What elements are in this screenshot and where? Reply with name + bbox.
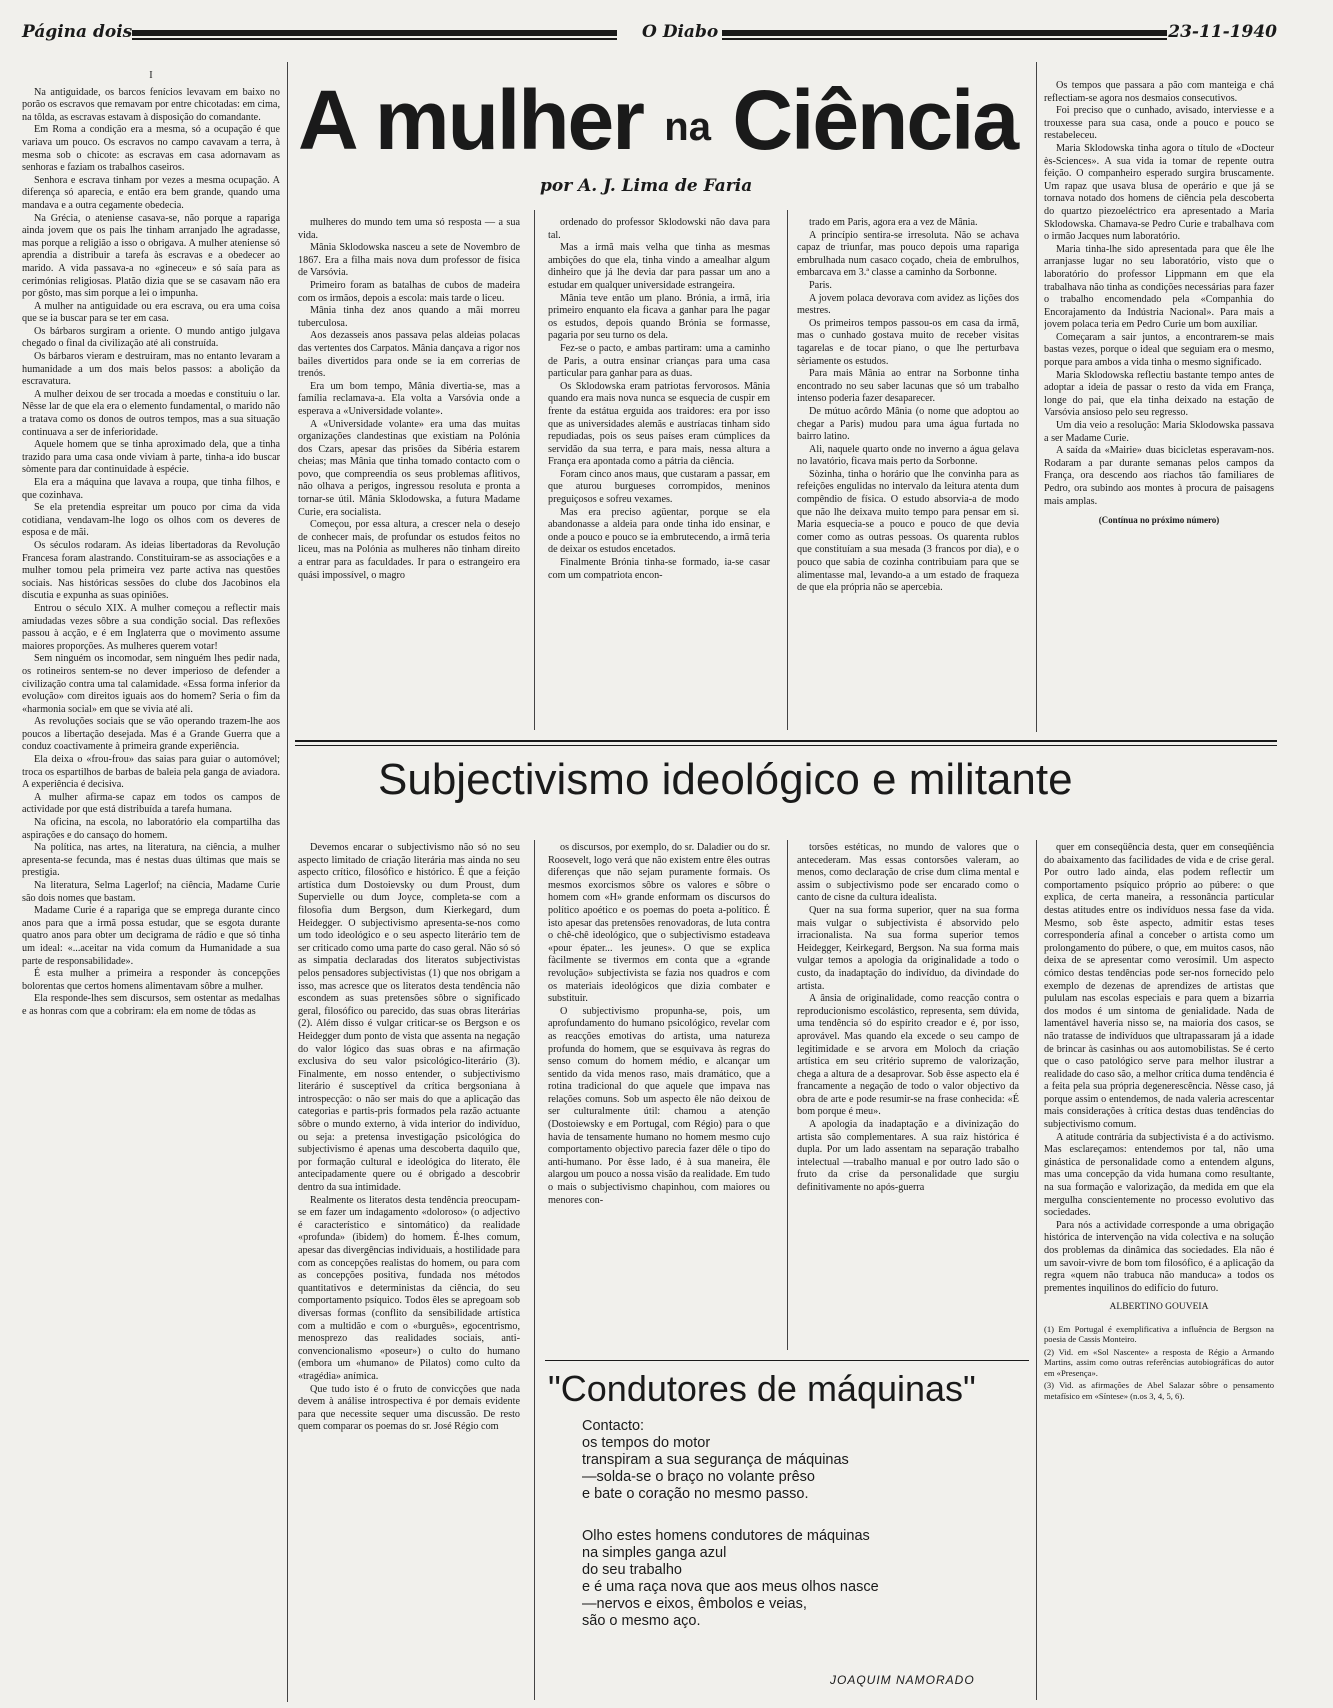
- paragraph: Senhora e escrava tinham por vezes a mesma ocupação. A diferença só aparecia, e então era bem grande, quando uma mandava e a outra cegamente obedecia.: [22, 174, 280, 211]
- paragraph: Era um bom tempo, Mânia divertia-se, mas a família reclamava-a. Ela volta a Varsóvia onde a esperava a «Universidade volante».: [298, 380, 520, 417]
- poem-line: —solda-se o braço no volante prêso: [582, 1469, 815, 1485]
- poem-rule: [545, 1360, 1029, 1361]
- poem-line: —nervos e eixos, êmbolos e veias,: [582, 1596, 807, 1612]
- paragraph: A princípio sentira-se irresoluta. Não se achava capaz de triunfar, mas pouco depois uma rapariga embrulhada num casaco coçado, cheia de embrulhos, embarcava em 3.ª classe a caminho da Sorbonne.: [797, 229, 1019, 279]
- masthead-rule-left: [132, 30, 617, 36]
- paragraph: Realmente os literatos desta tendência preocupam-se em fazer um indagamento «doloroso» (o adjectivo é característico e sintomático) da realidade «profunda» (ibidem) do homem. É-lhes comum, apesar das divergências individuais, a hostilidade para com as concepções realistas do homem, ou para com as concepções positiva, fundada nos métodos quantitativos e deterministas da ciência, do seu comportamento psíquico. Todos êles se apregoam sob diversas formas (conflito da sensibilidade artística com a multidão e com o «burguês», egocentrismo, menosprezo das realidades sociais, anti-convencionalismo «poseur») o culto do humano (embora um «humano» de Pilatos) como culto da «tragédia» anímica.: [298, 1194, 520, 1382]
- paragraph: Mânia Sklodowska nasceu a sete de Novembro de 1867. Era a filha mais nova dum professor de física de Varsóvia.: [298, 242, 520, 279]
- paragraph: Ela responde-lhes sem discursos, sem ostentar as medalhas e as honras com que a cobriram: ela em nome de tôdas as: [22, 993, 280, 1017]
- poem-stanza-2: [582, 1528, 879, 1630]
- paragraph: quer em conseqüência desta, quer em conseqüência do abaixamento das facilidades de vida e de crise geral. Por outro lado ainda, elas podem reflectir um comportamento psíquico próprio ao púbere: o que explica, de certa maneira, a ressonância particular destas atitudes entre os indivíduos nessa fase da vida. Mesmo, sob êste aspecto, admitir estas teses correspondería afinal a conceber o artista como um prolongamento do púbere, o que, em muitos casos, não deixa de se apresentar como verosímil. Um aspecto cómico destas tendências pode ser-nos fornecido pelo exemplo de dezenas de aprendizes de artistas que pululam nas escolas especiais e para quem a bizarria dos modos é um sintoma de genialidade. Nada de lamentável haveria nisso se, na maioria dos casos, se não tratasse de indivíduos que ultrapassaram já a idade de brincar às casinhas ou aos automobilistas. Se é certo que o caso patológico serve para melhor ilustrar a realidade do caso são, a melhor crítica duma tendência é a feita pela sua própria degenerescência. Nêsse caso, já porque assim o entendemos, de nada valeria acrescentar mais considerações à crítica destas duas tendências do subjectivismo comum.: [1044, 842, 1274, 1131]
- paragraph: Mânia tinha dez anos quando a mãi morreu tuberculosa.: [298, 305, 520, 329]
- column-divider: [1036, 62, 1037, 732]
- paragraph: A mulher afirma-se capaz em todos os campos de actividade por que está distribuída a tarefa humana.: [22, 791, 280, 816]
- column-divider: [787, 840, 788, 1350]
- continued-note: (Contínua no próximo número): [1098, 515, 1220, 526]
- paragraph: Ela era a máquina que lavava a roupa, que tinha filhos, e que cozinhava.: [22, 477, 280, 501]
- masthead-rule-right-thin: [722, 38, 1167, 40]
- poem-line: do seu trabalho: [582, 1562, 682, 1578]
- page-number: Página dois: [22, 22, 133, 42]
- article1-column-1: [22, 70, 280, 1700]
- paragraph: Madame Curie é a rapariga que se emprega durante cinco anos para que a irmã possa estudar, que se esgota durante quatro anos para obter um decigrama de rádio e que só tinha um ideal: «...aceitar na vida comum da Humanidade a sua parte de responsabilidade».: [22, 905, 280, 967]
- paragraph: Os primeiros tempos passou-os em casa da irmã, mas o cunhado gostava muito de receber visitas tagarelas e de tocar piano, o que lhe perturbava sèriamente os estudos.: [797, 317, 1019, 367]
- paragraph: Aos dezasseis anos passava pelas aldeias polacas das vertentes dos Carpatos. Mânia dançava a rigor nos bailes divertidos para onde se ia em correrias de trenós.: [298, 330, 520, 380]
- column-divider: [787, 210, 788, 730]
- paragraph: A «Universidade volante» era uma das muitas organizações clandestinas que existiam na Polónia dos Czars, apesar das prisões da Sibéria estarem cheias; mas Mânia que tinha tomado contacto com o povo, que compreendia os seus problemas aflitivos, não olhava a perigos, ingressou resoluta e pronta a tornar-se útil. Mânia Sklodowska, a futura Madame Curie, era socialista.: [298, 418, 520, 518]
- poem-stanza-1: [582, 1418, 849, 1503]
- column-divider: [534, 210, 535, 730]
- article1-column-5: [1044, 80, 1274, 732]
- footnote: (1) Em Portugal é exemplificativa a influência de Bergson na poesia de Cassis Monteiro.: [1044, 1323, 1274, 1345]
- paragraph: Foram cinco anos maus, que custaram a passar, em que aturou burgueses corrompidos, meninos preguiçosos e sofreu vexames.: [548, 468, 770, 506]
- article1-column-2: [298, 217, 520, 732]
- article2-column-1: [298, 842, 520, 1700]
- paragraph: mulheres do mundo tem uma só resposta — a sua vida.: [298, 217, 520, 241]
- poem-line: e bate o coração no mesmo passo.: [582, 1486, 809, 1502]
- masthead: [22, 22, 1277, 50]
- paragraph: Na antiguidade, os barcos fenícios levavam em baixo no porão os escravos que remavam por entre chicotadas: em cima, na tôlda, as escravas estavam à disposição do comandante.: [22, 86, 280, 123]
- paragraph: Primeiro foram as batalhas de cubos de madeira com os irmãos, depois a escola: mais tarde o liceu.: [298, 279, 520, 304]
- article1-byline: por A. J. Lima de Faria: [540, 176, 753, 196]
- paragraph: O subjectivismo propunha-se, pois, um aprofundamento do humano psicológico, revelar com as reacções emotivas do artista, uma natureza profunda do homem, que se esquivava às regras do senso comum do homem médio, e alcançar um sentido da vida menos raso, mais dramático, que a rotina tradicional do que aquele que impava nas relações comuns. Sob um aspecto êle não deixou de ser culturalmente útil: chamou a atenção (Dostoiewsky e em Portugal, com Régio) para o que havia de tensamente humano no homem mesmo cujo comportamento objectivo parecia fazer dêle o tipo do anti-humano. Por êsse lado, é à sua maneira, êle alargou um pouco a nossa visão da realidade. Em tudo o mais o subjectivismo chapinhou, com maiores ou menores con-: [548, 1005, 770, 1206]
- paragraph: A mulher na antiguidade ou era escrava, ou era uma coisa que se ia buscar para se ter em casa.: [22, 300, 280, 325]
- paragraph: Aquele homem que se tinha aproximado dela, que a tinha trazido para uma casa onde viviam à parte, tinha-a ido buscar sòmente para dar continuidade à espécie.: [22, 439, 280, 476]
- paragraph: os discursos, por exemplo, do sr. Daladier ou do sr. Roosevelt, logo verá que não existem entre êles outras diferenças que não sejam puramente formais. Os mesmos exorcismos sôbre os valores e sôbre o homem com «H» grande enformam os discursos do político apoético e os poemas do poeta a-político. É isto apesar das pretensões renovadoras, de luta contra o chê-chê ideológico, que o subjectivismo estadeava «pour épater... les jeunes». O que se explica fàcilmente se tivermos em conta que a «grande revolução» subjectivista se fazia nos quadros e com os materiais ideológicos que dizia combater e substituir.: [548, 842, 770, 1005]
- article1-column-3: [548, 217, 770, 732]
- title-part-1: A mulher: [298, 73, 643, 167]
- paragraph: Mas a irmã mais velha que tinha as mesmas ambições do que ela, tinha vindo a amealhar algum dinheiro que já lhe devia dar para passar um ano a estudar em qualquer universidade estrangeira.: [548, 242, 770, 291]
- paragraph: Na oficina, na escola, no laboratório ela compartilha das aspirações e do cansaço do homem.: [22, 817, 280, 841]
- paragraph: De mútuo acôrdo Mânia (o nome que adoptou ao chegar a Paris) mudou para uma água furtada no bairro latino.: [797, 405, 1019, 443]
- paragraph: Os séculos rodaram. As ideias libertadoras da Revolução Francesa foram alastrando. Constituiram-se as associações e a mulher tomou pela primeira vez parte activa nas questões sociais. Nas históricas sessões do clube dos Jacobinos ela discutia e expunha as suas opiniões.: [22, 539, 280, 602]
- article2-column-4: [1044, 842, 1274, 1700]
- column-divider: [1036, 840, 1037, 1700]
- article-separator: [295, 740, 1277, 742]
- paragraph: Sòzinha, tinha o horário que lhe convinha para as refeições engulidas no intervalo da leitura atenta dum compêndio de física. O estudo absorvia-a de modo que não lhe deixava muito tempo para pensar em si. Maria esquecia-se a pouco e pouco de que devia comer como as outras pessoas. Os quarenta rublos que constituíam a sua mesada (3 francos por dia), e o pouco que sabia de cozinha contribuiam para que se alimentasse mal, levando-a a um estado de fraqueza de que ela própria não se apercebia.: [797, 468, 1019, 594]
- paragraph: Paris.: [809, 279, 832, 291]
- poem-title: "Condutores de máquinas": [548, 1368, 976, 1409]
- masthead-rule-left-thin: [132, 38, 617, 40]
- paragraph: Foi preciso que o cunhado, avisado, interviesse e a trouxesse para sua casa, onde a pouco e pouco se restabeleceu.: [1044, 105, 1274, 142]
- poem-line: transpiram a sua segurança de máquinas: [582, 1452, 849, 1468]
- article2-author: ALBERTINO GOUVEIA: [1109, 1302, 1209, 1313]
- paragraph: Para mais Mânia ao entrar na Sorbonne tinha encontrado no seu saber lacunas que só um trabalho intenso poderia fazer desaparecer.: [797, 368, 1019, 405]
- paragraph: É esta mulher a primeira a responder às concepções bolorentas que certos homens alimentavam sôbre a mulher.: [22, 968, 280, 992]
- poem-line: os tempos do motor: [582, 1435, 711, 1451]
- paragraph: A apologia da inadaptação e a divinização do artista são complementares. A sua raiz histórica é dupla. Por um lado assentam na separação trabalho intelectual —trabalho manual e por outro lado são o fruto da crise da personalidade que surgiu definitivamente no após-guerra: [797, 1119, 1019, 1194]
- newspaper-name: O Diabo: [642, 22, 719, 42]
- poem-line: Olho estes homens condutores de máquinas: [582, 1528, 870, 1544]
- paragraph: Mânia teve então um plano. Brónia, a irmã, iria primeiro enquanto ela ficava a ganhar para lhe pagar os estudos, depois quando Brónia se formasse, pagaria por seu turno os dela.: [548, 292, 770, 342]
- poem-line: são o mesmo aço.: [582, 1613, 701, 1629]
- paragraph: Finalmente Brónia tinha-se formado, ia-se casar com um compatriota encon-: [548, 557, 770, 581]
- paragraph: Os bárbaros surgiram a oriente. O mundo antigo julgava chegado o final da civilização até ali construída.: [22, 325, 280, 350]
- section-number: I: [149, 70, 153, 81]
- paragraph: Maria tinha-lhe sido apresentada para que êle lhe arranjasse lugar no seu laboratório, visto que o laboratório do professor Lippmann em que ela trabalhava não tinha as condições necessárias para fazer o trabalho encomendado pela «Companhia do Encorajamento da Indústria Nacional». Para mais a jovem polaca teria em Pedro Curie um bom auxiliar.: [1044, 243, 1274, 331]
- paragraph: torsões estéticas, no mundo de valores que o antecederam. Mas essas contorsões valeram, ao menos, como declaração de crise dum clima mental e assim o subjectivismo pode ser encarado como o canto de cisne da cultura idealista.: [797, 842, 1019, 904]
- column-divider: [287, 62, 288, 1702]
- paragraph: A saída da «Mairie» duas bicicletas esperavam-nos. Rodaram a par durante semanas pelos campos da França, ora descendo aos riachos tão familiares de Pedro, ora subindo aos montes à procura de paisagens mais amplas.: [1044, 445, 1274, 507]
- poem-author: JOAQUIM NAMORADO: [830, 1673, 975, 1687]
- paragraph: Entrou o século XIX. A mulher começou a reflectir mais amiudadas vezes sôbre a sua condição social. Das reflexões passou à acção, e é em Inglaterra que o movimento assume maiores proporções. As mulheres querem votar!: [22, 602, 280, 652]
- paragraph: A mulher deixou de ser trocada a moedas e constituiu o lar. Nêsse lar de que ela era o elemento fundamental, o marido não a tratava como os donos de outros tempos, mas a sua situação continuava a ser de inferioridade.: [22, 388, 280, 438]
- paragraph: Os Sklodowska eram patriotas fervorosos. Mânia quando era mais nova nunca se esquecia de cuspir em frente da estátua erguida aos traidores: era por isso que as universidades alemãs e austríacas tinham sido repudiadas, pois os seus países eram cúmplices da servidão da sua terra, e para mais, nessa altura a França era apontada como a pátria da ciência.: [548, 380, 770, 468]
- poem-line: Contacto:: [582, 1418, 645, 1434]
- paragraph: A jovem polaca devorava com avidez as lições dos mestres.: [797, 292, 1019, 317]
- paragraph: Na política, nas artes, na literatura, na ciência, a mulher apresenta-se fecunda, mas é nestas duas últimas que mais se prestigia.: [22, 842, 280, 879]
- column-divider: [534, 840, 535, 1700]
- paragraph: ordenado do professor Sklodowski não dava para tal.: [548, 217, 770, 241]
- paragraph: Fez-se o pacto, e ambas partiram: uma a caminho de Paris, a outra ensinar crianças para uma casa particular para ganhar para as duas.: [548, 342, 770, 380]
- paragraph: Maria Sklodowska tinha agora o título de «Docteur ès-Sciences». A sua vida ia tomar de repente outra feição. O companheiro esperado surgira bruscamente. Um rapaz que usava blusa de operário e que já se tornava notado dos homens de ciência pela descoberta do quartzo piezoeléctrico era apresentado a Maria Sklodowska. Chamava-se Pedro Curie e trabalhava com o irmão Jacques num laboratório.: [1044, 142, 1274, 243]
- paragraph: Em Roma a condição era a mesma, só a ocupação é que variava um pouco. Os escravos no campo cavavam a terra, à mesma sob o chicote: as escravas em casa adornavam as senhoras e faziam os trabalhos caseiros.: [22, 124, 280, 174]
- paragraph: Começou, por essa altura, a crescer nela o desejo de conhecer mais, de profundar os estudos feitos no liceu, mas na Polónia as mulheres não tinham direito a entrar para as faculdades. Ir para o estrangeiro era quási impossível, o magro: [298, 519, 520, 581]
- footnote: (3) Vid. as afirmações de Abel Salazar sôbre o pensamento metafísico em «Síntese» (n.os 3, 4, 5, 6).: [1044, 1380, 1274, 1401]
- paragraph: As revoluções sociais que se vão operando trazem-lhe aos poucos a libertação desejada. Mas é a Grande Guerra que a conduz coactivamente à primeira grande experiência.: [22, 716, 280, 753]
- paragraph: Mas era preciso agüentar, porque se ela abandonasse a aldeia para onde tinha ido ensinar, e onde a pouco e pouco se ia embrutecendo, a irmã teria de deixar os estudos encetados.: [548, 506, 770, 556]
- masthead-rule-right: [722, 30, 1167, 36]
- paragraph: Os tempos que passara a pão com manteiga e chá reflectiam-se agora nos desmaios consecutivos.: [1044, 80, 1274, 104]
- paragraph: Quer na sua forma superior, quer na sua forma mais vulgar o subjectivista é absorvido pelo irracionalista. Na sua forma superior temos Heidegger, Keirkegard, Bergson. Na sua forma mais vulgar temos a apologia da originalidade a todo o custo, da inadaptação do indivíduo, da divindade do artista.: [797, 904, 1019, 992]
- poem-line: na simples ganga azul: [582, 1545, 727, 1561]
- paragraph: A atitude contrária da subjectivista é a do activismo. Mas esclareçamos: entendemos por tal, não uma ginástica de personalidade como a entendem alguns, mas uma concepção da vida humana como resultante, na sua formação e valorização, da medida em que ela mergulha conscientemente no processo evolutivo das sociedades.: [1044, 1131, 1274, 1219]
- title-na: na: [664, 104, 711, 149]
- footnotes: [1044, 1324, 1274, 1402]
- article1-column-4: [797, 217, 1019, 732]
- article-separator-thin: [295, 745, 1277, 746]
- paragraph: Se ela pretendia espreitar um pouco por cima da vida cotidiana, vendavam-lhe logo os olhos com os deveres de esposa e de mãi.: [22, 502, 280, 539]
- article2-column-3: [797, 842, 1019, 1352]
- paragraph: trado em Paris, agora era a vez de Mânia.: [809, 217, 978, 228]
- paragraph: A ânsia de originalidade, como reacção contra o reproducionismo escolástico, representa, sem dúvida, uma tendência só do espírito creador e é, por isso, aprovável. Mas quando ela excede o seu campo de legitimidade e se arvora em Moloch da criação artística em seu critério supremo de valorização, chega a altura de a desaprovar. Sob êsse aspecto ela é francamente a negação de todo o valor objectivo da obra de arte e pode resumir-se na frase conhecida: «É bom porque é meu».: [797, 993, 1019, 1118]
- title-part-2: Ciência: [732, 73, 1018, 167]
- paragraph: Os bárbaros vieram e destruiram, mas no entanto levaram a humanidade a um dos mais belos passos: a abolição da escravatura.: [22, 351, 280, 388]
- article2-title: Subjectivismo ideológico e militante: [378, 755, 1073, 804]
- poem-line: e é uma raça nova que aos meus olhos nasce: [582, 1579, 879, 1595]
- paragraph: Ali, naquele quarto onde no inverno a água gelava no lavatório, ficava mais perto da Sorbonne.: [797, 443, 1019, 468]
- issue-date: 23-11-1940: [1168, 22, 1277, 42]
- paragraph: Para nós a actividade corresponde a uma obrigação histórica de intervenção na vida colectiva e na solução dos problemas da dinâmica das sociedades. Ela não é um savoir-vivre de bom tom filosófico, é a aplicação da regra «quem não trabuca não manduca» a todos os prementes inquilinos do edifício do futuro.: [1044, 1219, 1274, 1294]
- paragraph: Na literatura, Selma Lagerlof; na ciência, Madame Curie são dois nomes que bastam.: [22, 880, 280, 904]
- paragraph: Sem ninguém os incomodar, sem ninguém lhes pedir nada, os rotineiros sentem-se no dever imperioso de defender a civilização contra uma tal calamidade. «Essa forma inferior da evolução» com direitos iguais aos do homem? Seria o fim da «harmonia social» em que se vivia até ali.: [22, 653, 280, 715]
- paragraph: Começaram a sair juntos, a encontrarem-se mais bastas vezes, porque o ideal que seguiam era o mesmo, porque para ambos a vida tinha o mesmo significado.: [1044, 331, 1274, 369]
- footnote: (2) Vid. em «Sol Nascente» a resposta de Régio a Armando Martins, assim como outras referências autobiográficas do autor em «Presença».: [1044, 1346, 1274, 1378]
- paragraph: Na Grécia, o ateniense casava-se, não porque a rapariga ainda jovem que os pais lhe tinham arranjado lhe agradasse, mas porque a religião a isso o obrigava. A mulher ateniense só aprendia a distribuir a tarefa às escravas e a obedecer ao marido. A vida passava-a no «gineceu» e só saía para as cerimónias religiosas. Platão dizia que se se casavam não era por gôsto, mas sim porque a lei o impunha.: [22, 212, 280, 300]
- paragraph: Um dia veio a resolução: Maria Sklodowska passava a ser Madame Curie.: [1044, 420, 1274, 444]
- article1-title: [298, 73, 1018, 169]
- paragraph: Ela deixa o «frou-frou» das saias para guiar o automóvel; troca os espartilhos de barbas de baleia pela ganga de aviadora. A experiência é decisiva.: [22, 754, 280, 791]
- article2-column-2: [548, 842, 770, 1352]
- paragraph: Maria Sklodowska reflectiu bastante tempo antes de adoptar a ideia de passar o resto da vida em França, longe do pai, que ela tinha deixado na estação de Varsóvia ansioso pelo seu regresso.: [1044, 369, 1274, 419]
- paragraph: Devemos encarar o subjectivismo não só no seu aspecto limitado de criação literária mas ainda no seu aspecto crítico, filosófico e histórico. É que a feição artística dum Dostoievsky ou dum Proust, dum Supervielle ou dum Joyce, completa-se com a filosofia dum Bergson, dum Kierkegard, dum Heidegger. O subjectivismo apresenta-se-nos como um todo ideológico e o seu aspecto literário tem de ser criticado como uma parte do caso geral. Não só só as simpatia declaradas dos literatos subjectivistas pelos pensadores subjectivistas (1) que nos obrigam a isso, mas acresce que os literatos desta tendência não escondem as suas pretensões sôbre o significado geral, filosófico ou parecido, das suas obras literárias (2). Além disso é vulgar criticar-se os Bergson e os Heidegger dum ponto de vista que assenta na negação do valor lógico das suas obras e na afirmação exclusiva do seu valor psicológico-literário (3). Finalmente, em nosso entender, o subjectivismo literário é susceptível da crítica bergsoniana à introspecção: o não ser mais do que a aplicação das categorias e partis-pris formados pela razão actuante sôbre o mundo externo, à vida interior do indivíduo, ou seja: a pretensa investigação psicológica do subjectivismo é apenas uma descoberta daquilo que, por formação cultural e ideológica do literato, êle antecipadamente quere ou é obrigado a descobrir dentro da sua intimidade.: [298, 842, 520, 1194]
- paragraph: Que tudo isto é o fruto de convicções que nada devem à análise introspectiva é por demais evidente para que necessite sequer uma discussão. De resto quem comparar os poemas do sr. José Régio com: [298, 1383, 520, 1433]
